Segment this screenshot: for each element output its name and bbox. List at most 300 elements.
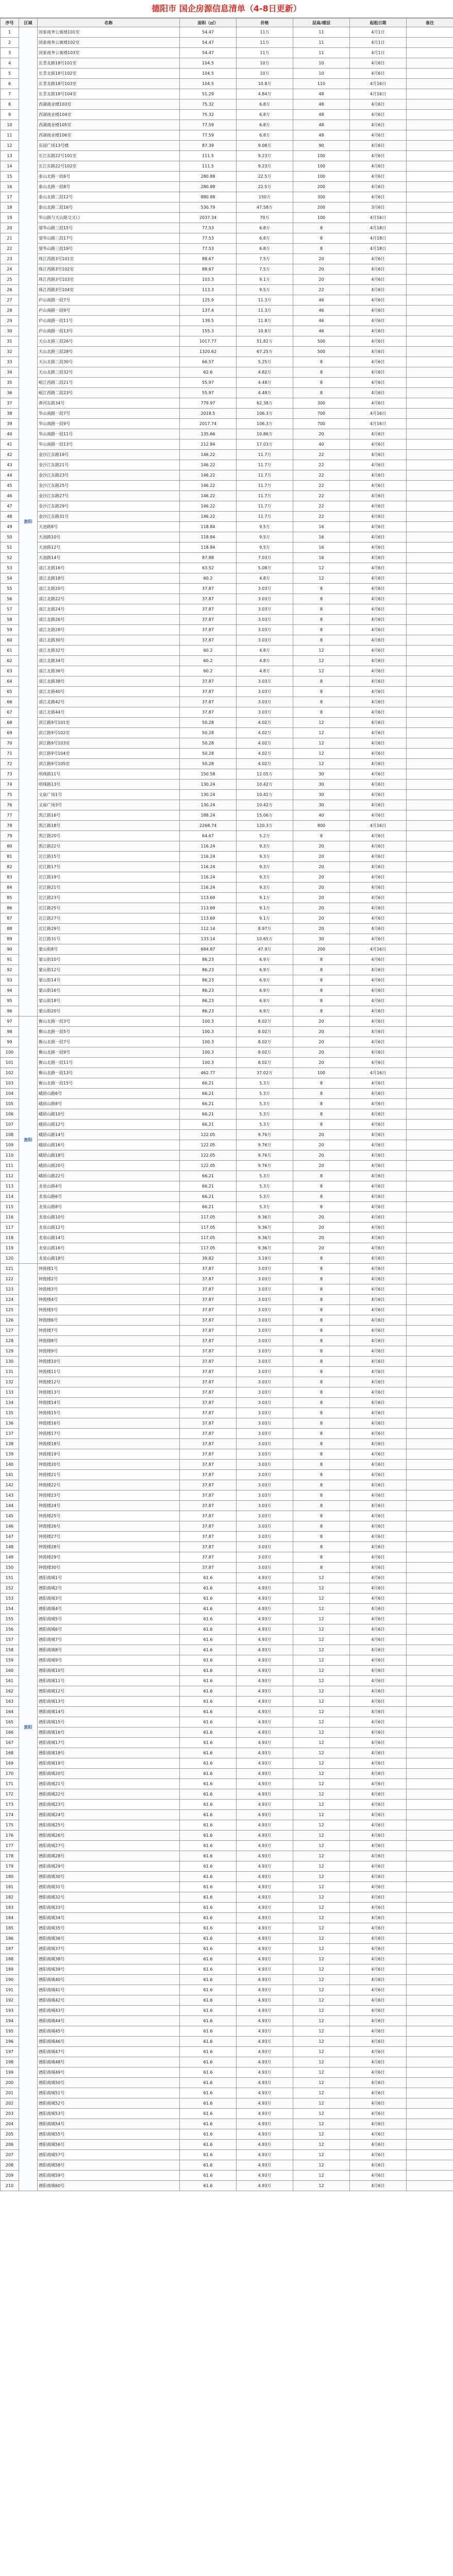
table-row — [1, 1861, 453, 1872]
col-index-cell: 204 — [1, 2119, 19, 2129]
col-floor-cell: 12 — [293, 1769, 350, 1779]
col-area-cell: 37.87 — [180, 1336, 237, 1346]
col-area-cell: 61.6 — [180, 1645, 237, 1655]
col-start-date-cell: 4月6日 — [350, 130, 407, 141]
col-remark-cell — [407, 2047, 453, 2057]
table-row — [1, 1975, 453, 1985]
col-index-cell: 59 — [1, 625, 19, 635]
col-price-cell: 9.23万 — [237, 161, 293, 172]
col-price-cell: 9.5万 — [237, 543, 293, 553]
col-start-date-cell: 4月6日 — [350, 1037, 407, 1047]
col-start-date-cell: 4月6日 — [350, 1789, 407, 1800]
col-start-date-cell: 4月1日 — [350, 48, 407, 58]
col-start-date-cell: 4月6日 — [350, 1748, 407, 1758]
col-start-date-cell: 4月6日 — [350, 1964, 407, 1975]
table-row — [1, 1305, 453, 1315]
col-start-date-cell: 4月6日 — [350, 2016, 407, 2026]
col-name-cell: 钟鼓楼28号 — [38, 1542, 180, 1552]
col-remark-cell — [407, 1130, 453, 1140]
col-start-date-cell: 4月6日 — [350, 316, 407, 326]
col-area-cell: 61.6 — [180, 1903, 237, 1913]
col-price-cell: 3.03万 — [237, 687, 293, 697]
col-start-date-cell: 4月6日 — [350, 1490, 407, 1501]
col-name-cell: 钟鼓楼7号 — [38, 1326, 180, 1336]
col-name-cell: 钟鼓楼26号 — [38, 1521, 180, 1532]
col-remark-cell — [407, 821, 453, 831]
col-remark-cell — [407, 275, 453, 285]
col-start-date-cell: 4月6日 — [350, 1264, 407, 1274]
col-start-date-cell: 4月6日 — [350, 810, 407, 821]
col-floor-cell: 20 — [293, 429, 350, 439]
col-remark-cell — [407, 2109, 453, 2119]
table-row — [1, 1779, 453, 1789]
col-floor-cell: 20 — [293, 913, 350, 924]
col-price-cell: 3.03万 — [237, 1521, 293, 1532]
col-index-cell: 38 — [1, 409, 19, 419]
col-remark-cell — [407, 58, 453, 69]
col-name-cell: 钟鼓楼20号 — [38, 1460, 180, 1470]
col-index-cell: 69 — [1, 728, 19, 738]
col-name-cell: 清江北路30号 — [38, 635, 180, 646]
col-remark-cell — [407, 965, 453, 975]
col-name-cell: 蓥华山路三段15号 — [38, 223, 180, 233]
col-price-cell: 3.03万 — [237, 1408, 293, 1418]
col-index-cell: 177 — [1, 1841, 19, 1851]
table-row — [1, 779, 453, 790]
col-name-cell: 西湖商业楼106室 — [38, 130, 180, 141]
col-area-cell: 61.6 — [180, 2119, 237, 2129]
col-name-cell: 华山南路一段9号 — [38, 419, 180, 429]
col-area-cell: 66.21 — [180, 1089, 237, 1099]
col-start-date-cell: 4月6日 — [350, 1305, 407, 1315]
col-start-date-cell: 4月6日 — [350, 769, 407, 779]
col-floor-cell: 12 — [293, 1923, 350, 1934]
col-remark-cell — [407, 1779, 453, 1789]
col-area-cell: 117.05 — [180, 1233, 237, 1243]
table-row — [1, 58, 453, 69]
col-floor-cell: 11 — [293, 48, 350, 58]
col-start-date-cell: 4月16日 — [350, 944, 407, 955]
col-name-cell: 钟鼓楼12号 — [38, 1377, 180, 1387]
table-row — [1, 1903, 453, 1913]
col-price-cell: 4.93万 — [237, 1831, 293, 1841]
col-start-date-cell: 4月6日 — [350, 687, 407, 697]
col-remark-cell — [407, 2088, 453, 2098]
col-name-cell: 沱江路23号 — [38, 893, 180, 903]
col-price-cell: 8.02万 — [237, 1037, 293, 1047]
col-floor-cell: 8 — [293, 1192, 350, 1202]
col-floor-cell: 700 — [293, 419, 350, 429]
col-remark-cell — [407, 852, 453, 862]
col-area-cell: 146.22 — [180, 481, 237, 491]
col-area-cell: 61.6 — [180, 1975, 237, 1985]
col-area-cell: 61.6 — [180, 1573, 237, 1583]
col-area-cell: 155.3 — [180, 326, 237, 336]
col-price-cell: 3.03万 — [237, 1418, 293, 1429]
col-name-cell: 滨江路9号105室 — [38, 759, 180, 769]
col-index-cell: 62 — [1, 656, 19, 666]
col-remark-cell — [407, 1583, 453, 1594]
col-price-cell: 37.02万 — [237, 1068, 293, 1078]
col-remark-cell — [407, 1707, 453, 1717]
col-index-cell: 40 — [1, 429, 19, 439]
col-area-cell: 212.84 — [180, 439, 237, 450]
table-row — [1, 1037, 453, 1047]
col-remark-cell — [407, 749, 453, 759]
col-name-cell: 钟鼓楼15号 — [38, 1408, 180, 1418]
col-start-date-cell: 4月6日 — [350, 563, 407, 573]
table-row — [1, 1099, 453, 1109]
col-price-cell: 3.03万 — [237, 594, 293, 604]
col-price-cell: 4.8万 — [237, 646, 293, 656]
col-area-cell: 61.6 — [180, 2016, 237, 2026]
col-area-cell: 61.6 — [180, 1831, 237, 1841]
col-name-cell: 蒙山街12号 — [38, 965, 180, 975]
table-row — [1, 470, 453, 481]
col-name-cell: 华山路与天山路交叉口 — [38, 213, 180, 223]
col-floor-cell: 16 — [293, 543, 350, 553]
col-area-cell: 188.24 — [180, 810, 237, 821]
col-start-date-cell: 4月6日 — [350, 553, 407, 563]
col-area-cell: 112.14 — [180, 924, 237, 934]
col-index-cell: 86 — [1, 903, 19, 913]
col-price-cell: 4.8万 — [237, 656, 293, 666]
col-floor-cell: 8 — [293, 1418, 350, 1429]
col-price-cell: 3.03万 — [237, 584, 293, 594]
col-remark-cell — [407, 800, 453, 810]
col-remark-cell — [407, 285, 453, 295]
col-start-date-cell: 4月6日 — [350, 924, 407, 934]
col-price-cell: 3.03万 — [237, 1552, 293, 1563]
table-row — [1, 1583, 453, 1594]
col-floor-cell: 11 — [293, 27, 350, 38]
table-row — [1, 656, 453, 666]
col-remark-cell — [407, 172, 453, 182]
table-row — [1, 1697, 453, 1707]
col-name-cell: 德阳商城58号 — [38, 2160, 180, 2171]
col-area-cell: 77.59 — [180, 120, 237, 130]
col-remark-cell — [407, 1068, 453, 1078]
table-row — [1, 501, 453, 512]
col-area-cell: 77.53 — [180, 223, 237, 233]
col-name-cell: 德阳商城7号 — [38, 1635, 180, 1645]
col-name-cell: 德阳商城10号 — [38, 1666, 180, 1676]
col-name-cell: 长江东路22号102室 — [38, 161, 180, 172]
col-price-cell: 5.3万 — [237, 1171, 293, 1181]
col-remark-cell — [407, 1120, 453, 1130]
col-floor-cell: 12 — [293, 666, 350, 676]
col-area-cell: 104.5 — [180, 79, 237, 89]
col-index-cell: 108 — [1, 1130, 19, 1140]
col-floor-cell: 46 — [293, 306, 350, 316]
col-floor-cell: 40 — [293, 810, 350, 821]
col-start-date-cell: 4月6日 — [350, 1120, 407, 1130]
table-row — [1, 1243, 453, 1253]
col-index-cell: 23 — [1, 254, 19, 264]
col-index-cell: 159 — [1, 1655, 19, 1666]
col-price-cell: 4.93万 — [237, 1954, 293, 1964]
col-floor-cell: 30 — [293, 800, 350, 810]
col-name-cell: 钟鼓楼6号 — [38, 1315, 180, 1326]
col-floor-cell: 12 — [293, 2109, 350, 2119]
col-floor-cell: 20 — [293, 1047, 350, 1058]
col-area-cell: 122.05 — [180, 1140, 237, 1150]
col-floor-cell: 12 — [293, 573, 350, 584]
col-floor-cell: 12 — [293, 1831, 350, 1841]
table-row — [1, 1501, 453, 1511]
col-area-cell: 37.87 — [180, 1387, 237, 1398]
col-index-cell: 51 — [1, 543, 19, 553]
col-area-cell: 118.84 — [180, 522, 237, 532]
col-price-cell: 4.93万 — [237, 2098, 293, 2109]
col-floor-cell: 8 — [293, 1542, 350, 1552]
col-index-cell: 70 — [1, 738, 19, 749]
col-area-cell: 61.6 — [180, 1758, 237, 1769]
col-floor-cell: 30 — [293, 934, 350, 944]
col-index-cell: 56 — [1, 594, 19, 604]
col-floor-cell: 8 — [293, 697, 350, 707]
col-area-cell: 100.3 — [180, 1037, 237, 1047]
table-row — [1, 2098, 453, 2109]
district-cell: 旌阳 — [19, 27, 38, 1016]
col-floor-cell: 8 — [293, 604, 350, 615]
col-start-date-cell: 4月6日 — [350, 99, 407, 110]
col-start-date-cell: 4月6日 — [350, 512, 407, 522]
col-price-cell: 4.84万 — [237, 89, 293, 99]
col-price-cell: 5.3万 — [237, 1202, 293, 1212]
col-price-cell: 4.02万 — [237, 749, 293, 759]
col-price-cell: 15.06万 — [237, 810, 293, 821]
col-name-cell: 钟鼓楼24号 — [38, 1501, 180, 1511]
table-row — [1, 1181, 453, 1192]
col-price-cell: 120.3万 — [237, 821, 293, 831]
col-start-date-cell: 4月1日 — [350, 27, 407, 38]
col-remark-cell — [407, 718, 453, 728]
col-index-cell: 42 — [1, 450, 19, 460]
col-area-cell: 50.28 — [180, 759, 237, 769]
col-area-cell: 135.66 — [180, 429, 237, 439]
col-name-cell: 德阳商城25号 — [38, 1820, 180, 1831]
table-row — [1, 2109, 453, 2119]
col-area-cell: 87.88 — [180, 553, 237, 563]
col-index-cell: 75 — [1, 790, 19, 800]
col-remark-cell — [407, 862, 453, 872]
col-index-cell: 194 — [1, 2016, 19, 2026]
col-remark-cell — [407, 646, 453, 656]
col-remark-cell — [407, 543, 453, 553]
col-index-cell: 12 — [1, 141, 19, 151]
col-name-cell: 德阳商城16号 — [38, 1727, 180, 1738]
table-row — [1, 1202, 453, 1212]
col-price-cell: 3.03万 — [237, 1295, 293, 1305]
col-floor-cell: 12 — [293, 1944, 350, 1954]
table-row — [1, 2171, 453, 2181]
table-row — [1, 1130, 453, 1140]
col-name-cell: 清江北路44号 — [38, 707, 180, 718]
col-index-cell: 145 — [1, 1511, 19, 1521]
col-price-cell: 47.9万 — [237, 944, 293, 955]
page-title: 德阳市 国企房源信息清单（4-8日更新） — [0, 0, 453, 18]
col-floor-cell: 12 — [293, 1758, 350, 1769]
district-cell: 旌阳 — [19, 1264, 38, 2191]
col-index-cell: 124 — [1, 1295, 19, 1305]
col-start-date-cell: 4月6日 — [350, 2088, 407, 2098]
col-floor-cell: 8 — [293, 1315, 350, 1326]
col-remark-cell — [407, 1161, 453, 1171]
col-start-date-cell: 4月1日 — [350, 38, 407, 48]
col-price-cell: 3.03万 — [237, 697, 293, 707]
col-remark-cell — [407, 738, 453, 749]
table-row — [1, 666, 453, 676]
col-remark-cell — [407, 1789, 453, 1800]
col-remark-cell — [407, 1573, 453, 1583]
col-price-cell: 62.38万 — [237, 398, 293, 409]
table-row — [1, 728, 453, 738]
col-remark-cell — [407, 2006, 453, 2016]
table-row — [1, 1872, 453, 1882]
col-name-cell: 钟鼓楼9号 — [38, 1346, 180, 1357]
col-index-cell: 164 — [1, 1707, 19, 1717]
col-area-cell: 61.6 — [180, 1810, 237, 1820]
col-name-cell: 钟鼓楼4号 — [38, 1295, 180, 1305]
col-index-cell: 195 — [1, 2026, 19, 2037]
table-row — [1, 1140, 453, 1150]
col-start-date-cell: 4月6日 — [350, 151, 407, 161]
col-start-date-cell: 4月6日 — [350, 2037, 407, 2047]
col-name-cell: 珠江西路3号104室 — [38, 285, 180, 295]
col-floor-cell: 8 — [293, 1264, 350, 1274]
col-area-cell: 37.87 — [180, 1429, 237, 1439]
col-area-cell: 61.6 — [180, 2181, 237, 2191]
col-area-cell: 37.87 — [180, 1398, 237, 1408]
col-floor-cell: 12 — [293, 1913, 350, 1923]
col-area-cell: 37.87 — [180, 1449, 237, 1460]
col-index-cell: 149 — [1, 1552, 19, 1563]
col-price-cell: 11.3万 — [237, 295, 293, 306]
col-name-cell: 钟鼓楼21号 — [38, 1470, 180, 1480]
col-index-cell: 35 — [1, 378, 19, 388]
col-start-date-cell: 4月6日 — [350, 378, 407, 388]
col-name-cell: 德阳商城33号 — [38, 1903, 180, 1913]
col-remark-cell — [407, 182, 453, 192]
col-remark-cell — [407, 2119, 453, 2129]
col-index-cell: 110 — [1, 1150, 19, 1161]
col-start-date-cell: 4月6日 — [350, 2150, 407, 2160]
col-price-cell: 4.93万 — [237, 1975, 293, 1985]
table-row — [1, 903, 453, 913]
col-floor-cell: 8 — [293, 1078, 350, 1089]
col-floor-cell: 22 — [293, 470, 350, 481]
col-price-cell: 5.25万 — [237, 357, 293, 367]
col-remark-cell — [407, 2057, 453, 2067]
col-floor-cell: 8 — [293, 1460, 350, 1470]
col-price-cell: 3.03万 — [237, 1429, 293, 1439]
col-floor-cell: 800 — [293, 821, 350, 831]
col-floor-cell: 12 — [293, 1717, 350, 1727]
col-remark-cell — [407, 635, 453, 646]
col-floor-cell: 30 — [293, 779, 350, 790]
col-price-cell: 47.58万 — [237, 202, 293, 213]
col-index-cell: 19 — [1, 213, 19, 223]
col-index-cell: 68 — [1, 718, 19, 728]
col-index-cell: 146 — [1, 1521, 19, 1532]
col-area-cell: 37.87 — [180, 1439, 237, 1449]
table-row — [1, 120, 453, 130]
col-area-cell: 37.87 — [180, 1490, 237, 1501]
col-index-cell: 88 — [1, 924, 19, 934]
col-name-cell: 蒙山街10号 — [38, 955, 180, 965]
col-floor-cell: 12 — [293, 2129, 350, 2140]
table-header — [1, 19, 453, 27]
col-start-date-cell: 4月6日 — [350, 1027, 407, 1037]
col-floor-cell: 8 — [293, 1253, 350, 1264]
col-remark-cell — [407, 1645, 453, 1655]
col-start-date-cell: 4月6日 — [350, 1212, 407, 1223]
table-row — [1, 532, 453, 543]
table-row — [1, 357, 453, 367]
col-start-date-cell: 4月6日 — [350, 872, 407, 883]
col-remark-cell — [407, 192, 453, 202]
col-start-date-cell: 4月6日 — [350, 1408, 407, 1418]
col-price-cell: 51.82万 — [237, 336, 293, 347]
col-area-cell: 61.6 — [180, 2057, 237, 2067]
col-remark-cell — [407, 697, 453, 707]
col-name-cell: 钟鼓楼25号 — [38, 1511, 180, 1521]
col-index-cell: 186 — [1, 1934, 19, 1944]
col-index-cell: 100 — [1, 1047, 19, 1058]
col-name-cell: 钟鼓楼3号 — [38, 1284, 180, 1295]
col-remark-cell — [407, 1264, 453, 1274]
table-row — [1, 1758, 453, 1769]
col-name-cell: 钟鼓楼13号 — [38, 1387, 180, 1398]
table-row — [1, 1449, 453, 1460]
col-name-cell: 德阳商城47号 — [38, 2047, 180, 2057]
col-remark-cell — [407, 728, 453, 738]
col-remark-cell — [407, 1758, 453, 1769]
col-name-cell: 钟鼓楼1号 — [38, 1264, 180, 1274]
col-index-cell: 123 — [1, 1284, 19, 1295]
col-start-date-cell: 4月6日 — [350, 306, 407, 316]
col-name-cell: 德阳商城34号 — [38, 1913, 180, 1923]
col-area-cell: 61.6 — [180, 2026, 237, 2037]
col-area-cell: 61.6 — [180, 1707, 237, 1717]
col-price-cell: 9.1万 — [237, 913, 293, 924]
col-floor-cell: 12 — [293, 1975, 350, 1985]
col-floor-cell: 200 — [293, 202, 350, 213]
col-name-cell: 龙泉山路12号 — [38, 1223, 180, 1233]
col-remark-cell — [407, 1944, 453, 1954]
col-area-cell: 86.23 — [180, 975, 237, 986]
table-row — [1, 996, 453, 1006]
col-price-cell: 3.03万 — [237, 625, 293, 635]
col-floor-cell: 500 — [293, 347, 350, 357]
col-index-cell: 153 — [1, 1594, 19, 1604]
col-start-date-cell: 4月6日 — [350, 1985, 407, 1995]
col-start-date-cell: 4月6日 — [350, 439, 407, 450]
col-floor-cell: 8 — [293, 1295, 350, 1305]
col-remark-cell — [407, 1882, 453, 1892]
col-remark-cell — [407, 336, 453, 347]
col-index-cell: 119 — [1, 1243, 19, 1253]
col-name-cell: 钟鼓楼2号 — [38, 1274, 180, 1284]
col-index-cell: 26 — [1, 285, 19, 295]
col-area-cell: 37.87 — [180, 676, 237, 687]
table-row — [1, 1923, 453, 1934]
col-start-date-cell: 4月6日 — [350, 254, 407, 264]
col-remark-cell — [407, 893, 453, 903]
table-row — [1, 1418, 453, 1429]
col-start-date-cell: 4月6日 — [350, 831, 407, 841]
